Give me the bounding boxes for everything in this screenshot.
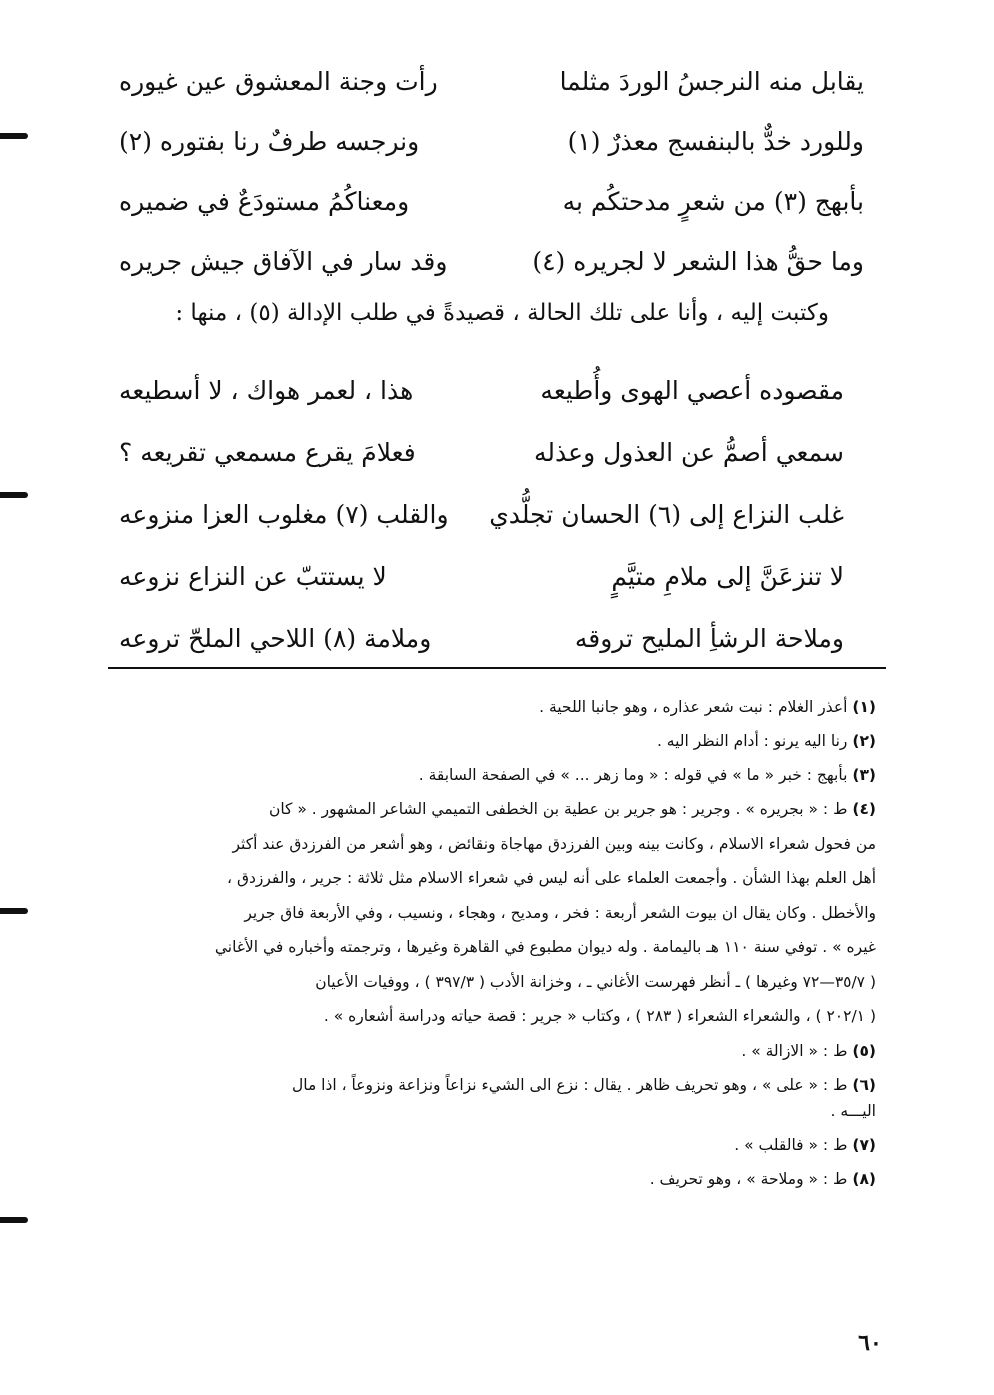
footnote-text: أعذر الغلام : نبت شعر عذاره ، وهو جانبا اللحية . [539, 698, 848, 716]
footnote [101, 690, 876, 724]
verse-second-hemistich: وملامة (٨) اللاحي الملحّ تروعه [119, 624, 432, 653]
verse-first-hemistich: بأبهج (٣) من شعرٍ مدحتكُم به [562, 187, 864, 216]
footnote [101, 1128, 876, 1162]
verse-first-hemistich: وما حقُّ هذا الشعر لا لجريره (٤) [532, 247, 864, 276]
footnote-text: ط : « فالقلب » . [734, 1135, 848, 1154]
scan-margin-mark [0, 908, 28, 914]
verse-second-hemistich: والقلب (٧) مغلوب العزا منزوعه [119, 500, 449, 529]
verse-line [119, 422, 844, 484]
footnote-text: ط : « على » ، وهو تحريف ظاهر . يقال : نزع الى الشيء نزاعاً ونزاعة ونزوعاً ، اذا مال [291, 1075, 848, 1094]
footnote-line: اليـــه . [830, 1101, 876, 1120]
verse-first-hemistich: وملاحة الرشأِ المليح تروقه [574, 624, 844, 653]
footnote-number: (٣) [852, 766, 876, 784]
footnote-text: بأبهج : خبر « ما » في قوله : « وما زهر ... » في الصفحة السابقة . [418, 766, 848, 784]
page-number: ٦٠ [858, 1330, 882, 1356]
verse-first-hemistich: يقابل منه النرجسُ الوردَ مثلما [559, 67, 864, 96]
verse-line [119, 112, 864, 172]
prose-paragraph: وكتبت إليه ، وأنا على تلك الحالة ، قصيدةً في طلب الإدالة (٥) ، منها : [175, 300, 829, 326]
verse-second-hemistich: لا يستتبّ عن النزاع نزوعه [119, 562, 387, 591]
poem-bottom [119, 360, 844, 670]
footnote-line: ( ٢٠٢/١ ) ، والشعراء الشعراء ( ٢٨٣ ) ، وكتاب « جرير : قصة حياته ودراسة أشعاره » . [323, 1007, 876, 1025]
verse-second-hemistich: وقد سار في الآفاق جيش جريره [119, 247, 448, 276]
footnote-line [101, 792, 876, 827]
footnote-number: (٦) [852, 1075, 876, 1094]
verse-first-hemistich: مقصوده أعصي الهوى وأُطيعه [540, 376, 844, 405]
verse-line [119, 484, 844, 546]
footnote-number: (١) [852, 698, 876, 716]
poem-top [119, 52, 864, 292]
verse-second-hemistich: هذا ، لعمر هواك ، لا أسطيعه [119, 376, 414, 405]
footnote-text: ط : « بجريره » . وجرير : هو جرير بن عطية بن الخطفى التميمي الشاعر المشهور . « كان [268, 800, 848, 818]
verse-first-hemistich: لا تنزعَنَّ إلى ملامِ متيَّمٍ [611, 562, 844, 591]
footnote-number: (٢) [852, 732, 876, 750]
footnote-number: (٨) [852, 1169, 876, 1188]
scan-margin-mark [0, 133, 28, 139]
footnote-text: ط : « الازالة » . [741, 1041, 848, 1060]
verse-second-hemistich: ومعناكُمُ مستودَعٌ في ضميره [119, 187, 410, 216]
footnote [101, 1162, 876, 1196]
verse-second-hemistich: رأت وجنة المعشوق عين غيوره [119, 67, 438, 96]
verse-first-hemistich: غلب النزاع إلى (٦) الحسان تجلُّدي [489, 500, 844, 529]
footnote-line: أهل العلم بهذا الشأن . وأجمعت العلماء على أنه ليس في شعراء الاسلام مثل ثلاثة : جرير ، والفرزدق ، [227, 869, 876, 887]
verse-line [119, 172, 864, 232]
footnote [101, 1068, 876, 1128]
footnote [101, 758, 876, 792]
footnote [101, 724, 876, 758]
footnote-number: (٤) [852, 800, 876, 818]
verse-line [119, 52, 864, 112]
footnote-number: (٧) [852, 1135, 876, 1154]
footnote-line: من فحول شعراء الاسلام ، وكانت بينه وبين الفرزدق مهاجاة ونقائض ، وهو أشعر من الفرزدق عند أكثر [232, 834, 876, 853]
scan-margin-mark [0, 492, 28, 498]
footnote-number: (٥) [852, 1041, 876, 1060]
verse-line [119, 608, 844, 670]
verse-line [119, 360, 844, 422]
verse-line [119, 546, 844, 608]
verse-first-hemistich: وللورد خدٌّ بالبنفسج معذرٌ (١) [567, 127, 864, 156]
verse-first-hemistich: سمعي أصمُّ عن العذول وعذله [534, 438, 844, 467]
footnote-text: رنا اليه يرنو : أدام النظر اليه . [656, 732, 848, 750]
footnotes [101, 690, 876, 1196]
scan-margin-mark [0, 1217, 28, 1223]
footnote-line: ( ٣٥/٧—٧٢ وغيرها ) ـ أنظر فهرست الأغاني ـ ، وخزانة الأدب ( ٣٩٧/٣ ) ، ووفيات الأعيان [315, 972, 876, 991]
footnote-line: والأخطل . وكان يقال ان بيوت الشعر أربعة : فخر ، ومديح ، وهجاء ، ونسيب ، وفي الأربعة فاق جرير [244, 903, 876, 922]
verse-second-hemistich: فعلامَ يقرع مسمعي تقريعه ؟ [119, 438, 416, 467]
verse-second-hemistich: ونرجسه طرفٌ رنا بفتوره (٢) [119, 127, 420, 156]
footnote-line [101, 1072, 876, 1098]
footnote-separator [108, 667, 886, 669]
verse-line [119, 232, 864, 292]
footnote-text: ط : « وملاحة » ، وهو تحريف . [649, 1169, 848, 1188]
footnote-line: غيره » . توفي سنة ١١٠ هـ باليمامة . وله ديوان مطبوع في القاهرة وغيرها ، وترجمته وأخباره في الأغاني [214, 938, 876, 956]
footnote [101, 792, 876, 1034]
footnote [101, 1034, 876, 1068]
